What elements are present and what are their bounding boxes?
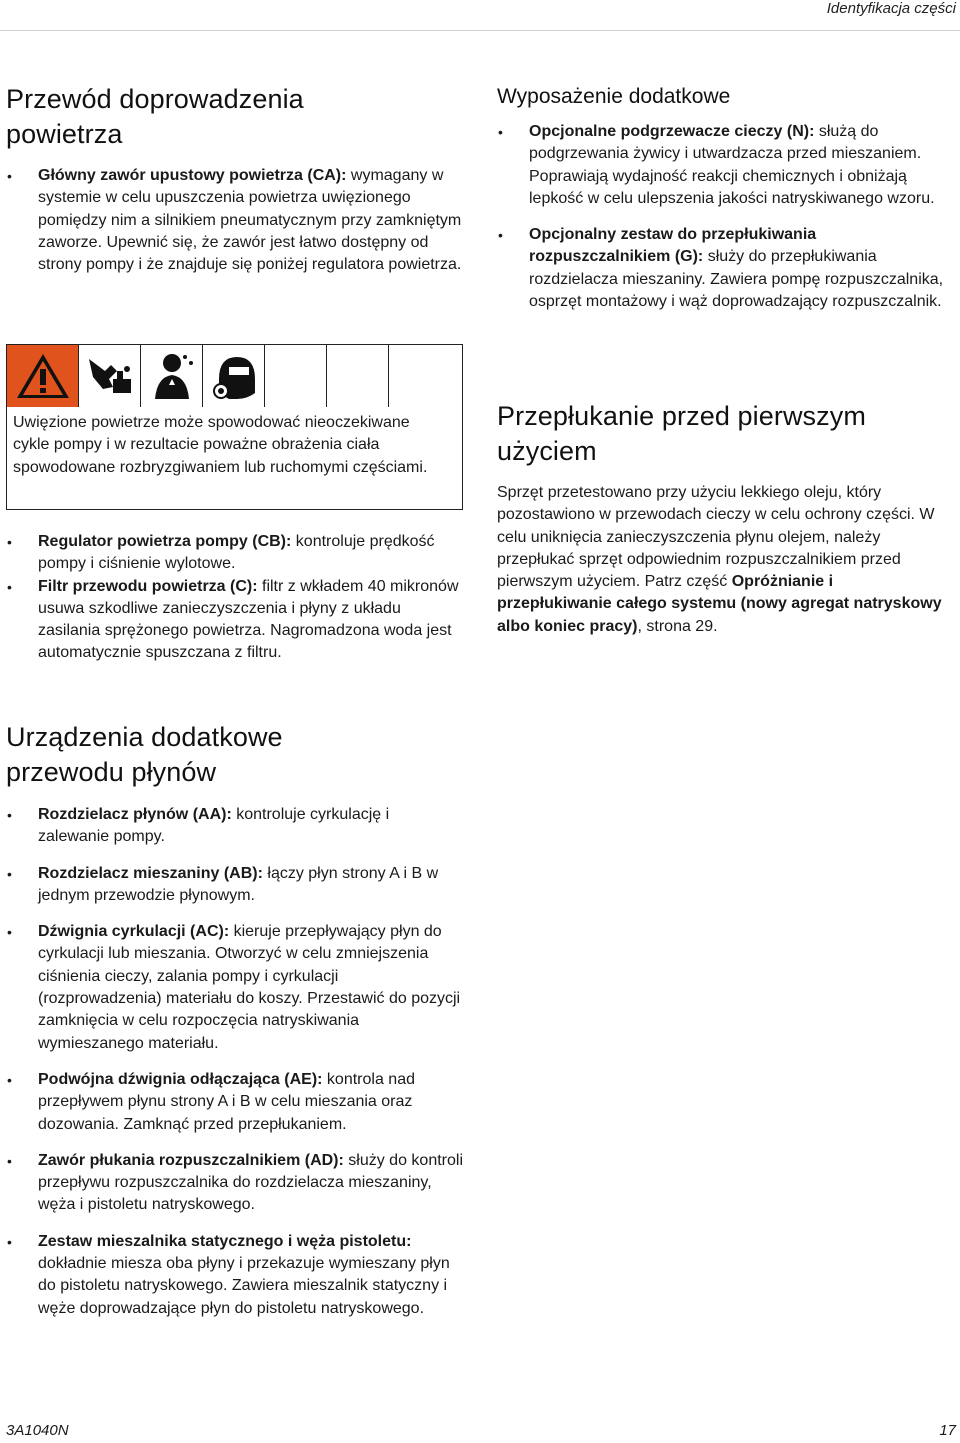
air-supply-list-bottom: [6, 531, 464, 665]
first-flush-body: [497, 482, 952, 638]
item-term: Filtr przewodu powietrza (C):: [38, 577, 258, 595]
fluid-accessories-items: [6, 804, 464, 1320]
item-term: Główny zawór upustowy powietrza (CA):: [38, 167, 347, 184]
fluid-accessories-list: [6, 804, 464, 1320]
bullet-icon: •: [7, 865, 12, 882]
section-air-supply: [6, 82, 464, 152]
item-description: służy do przepłukiwania rozdzielacza mieszaniny. Zawiera pompę rozpuszczalnika, osprzęt montażowy i wąż doprowadzający rozpuszczalnik.: [529, 248, 944, 311]
optional-equipment-items: [497, 121, 952, 313]
section-first-flush: [497, 399, 952, 469]
header-divider: [0, 30, 960, 31]
item-term: Regulator powietrza pompy (CB):: [38, 533, 292, 550]
section-fluid-accessories: [6, 720, 464, 790]
item-term: Dźwignia cyrkulacji (AC):: [38, 923, 230, 941]
footer-page-number: 17: [939, 1422, 956, 1439]
list-item: [6, 1069, 464, 1136]
list-item: [6, 921, 464, 1055]
air-supply-items: [6, 165, 464, 276]
air-supply-items-after: [6, 531, 464, 665]
item-description: kontroluje prędkość pompy i ciśnienie wylotowe.: [38, 533, 435, 573]
list-item: [497, 224, 952, 313]
list-item: [6, 576, 464, 665]
bullet-icon: •: [498, 227, 503, 244]
item-term: Podwójna dźwignia odłączająca (AE):: [38, 1070, 323, 1088]
list-item: [6, 804, 464, 849]
item-term: Zawór płukania rozpuszczalnikiem (AD):: [38, 1151, 344, 1169]
list-item: [6, 863, 464, 908]
warning-icon-slot-empty-1: [265, 345, 327, 407]
item-term: Opcjonalne podgrzewacze cieczy (N):: [529, 123, 815, 140]
warning-icon-slot-empty-2: [327, 345, 389, 407]
optional-equipment-list: [497, 121, 952, 313]
item-term: Rozdzielacz płynów (AA):: [38, 806, 232, 823]
item-term: Rozdzielacz mieszaniny (AB):: [38, 864, 263, 882]
warning-text: Uwięzione powietrze może spowodować nieoczekiwane cykle pompy i w rezultacie poważne obrażenia ciała spowodowane rozbryzgiwaniem lub ruchomymi częściami.: [13, 414, 428, 476]
item-description: filtr z wkładem 40 mikronów usuwa szkodliwe zanieczyszczenia i płyny z układu zasilania sprężonego powietrza. Nagromadzona woda jest automatycznie spuszczana z filtru.: [38, 577, 459, 662]
section-optional-equipment: [497, 83, 952, 111]
first-flush-reference[interactable]: Opróżnianie i przepłukiwanie całego systemu (nowy agregat natryskowy albo koniec pracy): [497, 573, 942, 635]
warning-box: [6, 344, 463, 510]
item-description: służy do kontroli przepływu rozpuszczalnika do rozdzielacza mieszaniny, węża i pistoletu natryskowego.: [38, 1151, 463, 1214]
list-item: [6, 165, 464, 276]
footer-doc-id: 3A1040N: [6, 1422, 69, 1439]
item-description: kontrola nad przepływem płynu strony A i B w celu mieszania oraz dozowania. Zamknąć przed przepłukaniem.: [38, 1070, 415, 1133]
splash-injury-icon: [141, 345, 203, 407]
item-term: Opcjonalny zestaw do przepłukiwania rozpuszczalnikiem (G):: [529, 226, 817, 266]
bullet-icon: •: [7, 168, 12, 184]
list-item: [6, 1150, 464, 1217]
bullet-icon: •: [7, 1233, 12, 1250]
item-description: łączy płyn strony A i B w jednym przewodzie płynowym.: [38, 864, 439, 904]
item-description: wymagany w systemie w celu upuszczenia powietrza uwięzionego pomiędzy nim a silnikiem pneumatycznym przy zamkniętym zaworze. Upewnić się, że zawór jest łatwo dostępny od strony pompy i że znajduje się poniżej regulatora powietrza.: [38, 167, 462, 274]
section-title-optional-equipment: Wyposażenie dodatkowe: [497, 85, 731, 108]
bullet-icon: •: [7, 578, 12, 595]
bullet-icon: •: [7, 807, 12, 823]
bullet-icon: •: [7, 534, 12, 550]
air-supply-list-top: [6, 165, 464, 276]
list-item: [6, 531, 464, 576]
bullet-icon: •: [7, 924, 12, 941]
warning-triangle-icon: [7, 345, 79, 407]
first-flush-text-b: , strona 29.: [637, 617, 718, 635]
item-description: służą do podgrzewania żywicy i utwardzacza przed mieszaniem. Poprawiają wydajność reakcji chemicznych i obniżają lepkość w celu ulepszenia jakości natryskiwanego wzoru.: [529, 123, 935, 207]
item-description: kontroluje cyrkulację i zalewanie pompy.: [38, 806, 390, 846]
hand-injury-icon: [79, 345, 141, 407]
section-title-first-flush: Przepłukanie przed pierwszym użyciem: [497, 401, 866, 466]
section-title-fluid-accessories: Urządzenia dodatkowe przewodu płynów: [6, 722, 283, 787]
item-description: dokładnie miesza oba płyny i przekazuje wymieszany płyn do pistoletu natryskowego. Zawiera mieszalnik statyczny i węże doprowadzające płyn do pistoletu natryskowego.: [38, 1255, 450, 1317]
first-flush-paragraph: [497, 482, 952, 638]
list-item: [497, 121, 952, 210]
first-flush-text-a: Sprzęt przetestowano przy użyciu lekkiego oleju, który pozostawiono w przewodach cieczy w celu ochrony części. W celu uniknięcia zanieczyszczenia płynu olejem, należy przepłukać sprzęt odpowiednim rozpuszczalnikiem przed pierwszym użyciem. Patrz część: [497, 484, 935, 591]
protective-equipment-icon: [203, 345, 265, 407]
bullet-icon: •: [7, 1071, 12, 1088]
bullet-icon: •: [498, 124, 503, 140]
item-term: Zestaw mieszalnika statycznego i węża pistoletu:: [38, 1232, 412, 1250]
bullet-icon: •: [7, 1152, 12, 1169]
list-item: [6, 1231, 464, 1320]
page-header-title: Identyfikacja części: [826, 0, 956, 17]
section-title-air-supply: Przewód doprowadzenia powietrza: [6, 84, 304, 149]
warning-icons: [7, 345, 462, 407]
item-description: kieruje przepływający płyn do cyrkulacji lub mieszania. Otworzyć w celu zmniejszenia ciśnienia cieczy, zalania pompy i cyrkulacji (rozprowadzenia) materiału do koszy. Przestawić do pozycji zamknięcia w celu rozpoczęcia natryskiwania wymieszanego materiału.: [38, 923, 461, 1052]
